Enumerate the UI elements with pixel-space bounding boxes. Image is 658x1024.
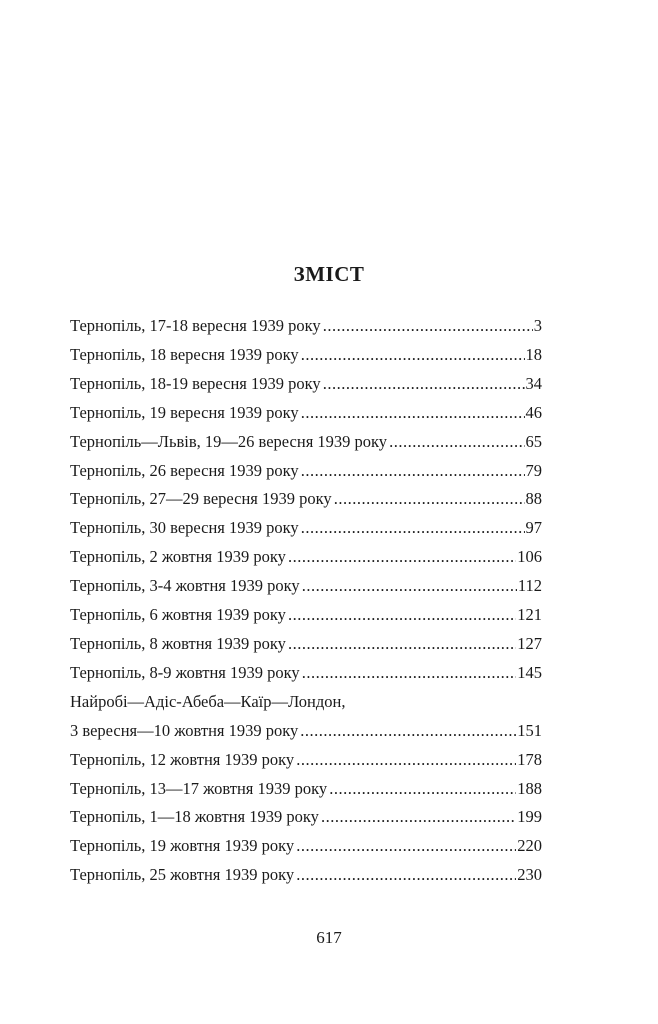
toc-entry-title: Тернопіль, 25 жовтня 1939 року [70, 865, 295, 885]
toc-entry-page: 188 [517, 778, 542, 798]
toc-entry [70, 543, 542, 572]
toc-entry-page: 220 [517, 836, 542, 856]
toc-entry-page: 34 [525, 373, 542, 393]
toc-entry-title: Тернопіль, 19 вересня 1939 року [70, 402, 299, 422]
toc-entry-title: Тернопіль, 2 жовтня 1939 року [70, 547, 286, 567]
toc-entry-title: Тернопіль, 17-18 вересня 1939 року [70, 316, 321, 335]
toc-leader-dots [329, 775, 516, 804]
toc-entry [70, 370, 542, 399]
toc-leader-dots [302, 572, 517, 601]
toc-leader-dots [389, 428, 524, 457]
toc-leader-dots [301, 341, 525, 370]
toc-entry-page: 199 [517, 807, 542, 827]
toc-entry [70, 514, 542, 543]
toc-entry-title: Тернопіль, 3-4 жовтня 1939 року [70, 576, 300, 596]
toc-entry-page: 65 [525, 431, 542, 451]
toc-entry [70, 746, 542, 775]
toc-entry-title: Тернопіль, 6 жовтня 1939 року [70, 605, 286, 625]
toc-entry [70, 428, 542, 457]
toc-entry [70, 861, 542, 890]
toc-leader-dots [301, 514, 525, 543]
toc-entry-page: 79 [525, 460, 542, 480]
toc-entry-title-first-line: Найробі—Адіс-Абеба—Каїр—Лондон, [70, 691, 346, 711]
toc-entry-title: Тернопіль, 18-19 вересня 1939 року [70, 373, 321, 393]
toc-leader-dots [296, 746, 516, 775]
toc-leader-dots [288, 601, 516, 630]
toc-entry-page: 18 [525, 344, 542, 364]
toc-entry [70, 399, 542, 428]
toc-entry [70, 803, 542, 832]
toc-entry-title: Тернопіль, 12 жовтня 1939 року [70, 749, 295, 769]
toc-leader-dots [334, 485, 525, 514]
toc-entry-title: Тернопіль, 19 жовтня 1939 року [70, 836, 295, 856]
toc-entry-page: 106 [517, 547, 542, 567]
toc-leader-dots [296, 861, 516, 890]
toc-entry-page: 121 [517, 605, 542, 625]
toc-entry-page: 145 [517, 662, 542, 682]
toc-entry-title: Тернопіль, 8 жовтня 1939 року [70, 633, 286, 653]
toc-entry [70, 659, 542, 688]
page-title: ЗМІСТ [293, 262, 365, 286]
toc-leader-dots [321, 803, 516, 832]
toc-leader-dots [288, 543, 516, 572]
toc-entry [70, 775, 542, 804]
toc-entry-title: Тернопіль, 18 вересня 1939 року [70, 344, 299, 364]
toc-entry-page: 46 [525, 402, 542, 422]
page-number: 617 [316, 928, 342, 947]
table-of-contents [70, 312, 542, 890]
toc-entry-multiline [70, 688, 542, 746]
toc-leader-dots [323, 312, 533, 341]
toc-entry-page: 230 [517, 865, 542, 885]
toc-entry-title: Тернопіль, 8-9 жовтня 1939 року [70, 662, 300, 682]
toc-entry [70, 312, 542, 341]
toc-leader-dots [301, 457, 525, 486]
toc-entry-title: Тернопіль, 26 вересня 1939 року [70, 460, 299, 480]
toc-leader-dots [301, 399, 525, 428]
toc-entry-title: Тернопіль—Львів, 19—26 вересня 1939 року [70, 431, 388, 451]
toc-entry [70, 485, 542, 514]
toc-entry [70, 630, 542, 659]
toc-entry-title: Тернопіль, 30 вересня 1939 року [70, 518, 299, 538]
toc-entry-page: 178 [517, 749, 542, 769]
toc-entry-page: 3 [533, 316, 542, 335]
toc-entry [70, 832, 542, 861]
toc-leader-dots [300, 717, 516, 746]
toc-entry-page: 97 [525, 518, 542, 538]
toc-entry-title: Тернопіль, 13—17 жовтня 1939 року [70, 778, 328, 798]
toc-entry [70, 572, 542, 601]
toc-entry-title: Тернопіль, 1—18 жовтня 1939 року [70, 807, 319, 827]
toc-entry [70, 457, 542, 486]
toc-entry-page: 88 [525, 489, 542, 509]
toc-entry-page: 151 [517, 720, 542, 740]
toc-leader-dots [323, 370, 525, 399]
toc-entry-title: Тернопіль, 27—29 вересня 1939 року [70, 489, 332, 509]
toc-entry [70, 341, 542, 370]
toc-entry [70, 601, 542, 630]
toc-entry-page: 112 [517, 576, 542, 596]
toc-leader-dots [296, 832, 516, 861]
toc-leader-dots [302, 659, 517, 688]
toc-leader-dots [288, 630, 516, 659]
toc-entry-title: 3 вересня—10 жовтня 1939 року [70, 720, 299, 740]
toc-entry-page: 127 [517, 633, 542, 653]
